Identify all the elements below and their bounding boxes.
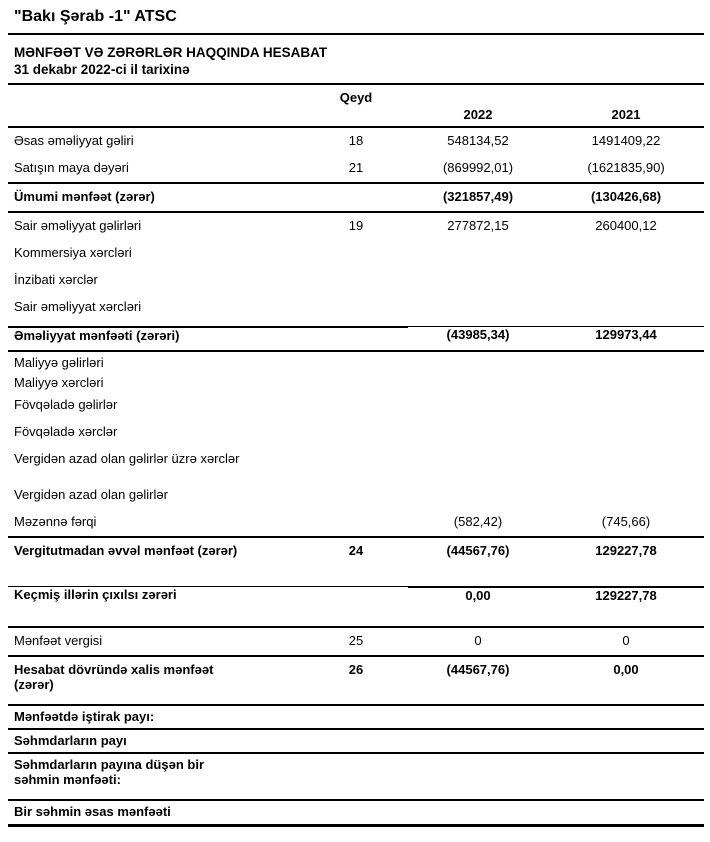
statement-table (8, 85, 704, 827)
year-2021-header: 2021 (611, 107, 641, 122)
value-2021 (548, 487, 704, 502)
note-cell: 19 (348, 218, 364, 233)
value-2022 (408, 804, 548, 819)
row-label: Ümumi mənfəət (zərər) (14, 189, 155, 204)
note-cell (304, 355, 408, 370)
table-row (8, 728, 704, 752)
table-row (8, 799, 704, 827)
table-row (8, 473, 704, 509)
note-cell (304, 451, 408, 466)
note-cell: 26 (348, 662, 364, 677)
value-2022: (44567,76) (446, 543, 510, 558)
value-2021: 260400,12 (595, 218, 657, 233)
table-row (8, 626, 704, 655)
row-label: Səhmdarların payına düşən bir səhmin mənfəəti: (14, 757, 204, 787)
value-2021 (548, 565, 704, 581)
table-row (8, 182, 704, 213)
row-label: Səhmdarların payı (14, 733, 127, 748)
table-row (8, 240, 704, 267)
note-cell: 18 (348, 133, 364, 148)
value-2021: 129227,78 (595, 543, 657, 558)
value-2022: 0 (474, 633, 482, 648)
value-2022 (408, 424, 548, 439)
table-row (8, 752, 704, 799)
table-row (8, 155, 704, 182)
value-2021 (548, 424, 704, 439)
table-row (8, 128, 704, 155)
value-2021 (548, 299, 704, 314)
value-2022 (408, 245, 548, 260)
note-cell (304, 397, 408, 412)
row-label: Hesabat dövründə xalis mənfəət (zərər) (14, 662, 214, 692)
value-2022: (582,42) (453, 514, 503, 529)
row-label: Satışın maya dəyəri (14, 160, 129, 175)
report-title-block (8, 35, 704, 85)
row-label: Məzənnə fərqi (14, 514, 97, 529)
value-2022: 548134,52 (447, 133, 509, 148)
note-cell (304, 245, 408, 260)
note-cell (304, 757, 408, 787)
row-label: Mənfəətdə iştirak payı: (14, 709, 155, 724)
row-label: Sair əməliyyat xərcləri (14, 299, 142, 314)
note-cell (304, 514, 408, 529)
value-2022 (408, 709, 548, 724)
value-2022 (408, 375, 548, 390)
table-row (8, 213, 704, 240)
value-2022 (408, 451, 548, 466)
value-2021 (548, 613, 704, 626)
note-cell (304, 586, 408, 603)
table-row (8, 509, 704, 536)
note-cell: 21 (348, 160, 364, 175)
table-row (8, 446, 704, 473)
income-statement-page (8, 0, 704, 827)
table-row (8, 655, 704, 704)
value-2022: (869992,01) (442, 160, 514, 175)
row-label: Sair əməliyyat gəlirləri (14, 218, 142, 233)
table-row (8, 392, 704, 419)
value-2021: (130426,68) (590, 189, 662, 204)
value-2022 (408, 565, 548, 581)
row-label: Mənfəət vergisi (14, 633, 103, 648)
table-row (8, 352, 704, 372)
company-name: "Bakı Şərab -1" ATSC (8, 0, 704, 35)
note-cell (304, 487, 408, 502)
note-cell (304, 709, 408, 724)
spacer-row (8, 613, 704, 626)
row-label (8, 613, 304, 626)
table-row (8, 294, 704, 321)
value-2021 (548, 757, 704, 787)
year-2022-header: 2022 (463, 107, 493, 122)
value-2022: 277872,15 (447, 218, 509, 233)
value-2022 (408, 272, 548, 287)
row-label: Kommersiya xərcləri (14, 245, 132, 260)
value-2022 (408, 733, 548, 748)
value-2021: 129973,44 (548, 326, 704, 343)
table-row (8, 321, 704, 352)
note-column-header: Qeyd (339, 90, 373, 105)
table-row (8, 536, 704, 565)
note-cell (304, 804, 408, 819)
note-cell (304, 565, 408, 581)
value-2022 (408, 613, 548, 626)
note-cell (304, 733, 408, 748)
value-2021: (1621835,90) (587, 160, 665, 175)
row-label (8, 565, 304, 581)
value-2022: 0,00 (408, 586, 548, 603)
note-cell: 25 (348, 633, 364, 648)
value-2022 (408, 355, 548, 370)
row-label: Fövqəladə xərclər (14, 424, 118, 439)
row-label: Maliyyə xərcləri (14, 375, 104, 390)
value-2022: (43985,34) (408, 326, 548, 343)
value-2021 (548, 451, 704, 466)
value-2021 (548, 397, 704, 412)
row-label: Fövqəladə gəlirlər (14, 397, 118, 412)
table-row (8, 704, 704, 728)
note-cell: 24 (348, 543, 364, 558)
value-2021 (548, 709, 704, 724)
row-label: İnzibati xərclər (14, 272, 98, 287)
value-2022 (408, 397, 548, 412)
row-label: Vergidən azad olan gəlirlər (14, 487, 168, 502)
value-2022 (408, 757, 548, 787)
note-cell (304, 272, 408, 287)
value-2021: 0 (622, 633, 630, 648)
note-cell (304, 189, 408, 204)
row-label: Maliyyə gəlirləri (14, 355, 104, 370)
value-2022 (408, 299, 548, 314)
value-2021: (745,66) (601, 514, 651, 529)
row-label: Vergitutmadan əvvəl mənfəət (zərər) (14, 543, 238, 558)
table-row (8, 581, 704, 613)
value-2022: (321857,49) (442, 189, 514, 204)
report-title: MƏNFƏƏT VƏ ZƏRƏRLƏR HAQQINDA HESABAT (14, 45, 328, 60)
value-2021 (548, 804, 704, 819)
spacer-row (8, 565, 704, 581)
table-header-years-row (8, 105, 704, 128)
value-2021 (548, 375, 704, 390)
note-cell (304, 424, 408, 439)
value-2022: (44567,76) (446, 662, 510, 677)
value-2021 (548, 272, 704, 287)
note-cell (304, 326, 408, 343)
row-label: Əməliyyat mənfəəti (zərəri) (8, 326, 304, 343)
value-2021 (548, 355, 704, 370)
table-row (8, 372, 704, 392)
table-header-note-row (8, 85, 704, 105)
value-2021: 129227,78 (548, 586, 704, 603)
value-2021 (548, 245, 704, 260)
table-body (8, 128, 704, 827)
table-row (8, 419, 704, 446)
value-2021 (548, 733, 704, 748)
note-cell (304, 375, 408, 390)
value-2021: 1491409,22 (591, 133, 661, 148)
row-label: Keçmiş illərin çıxılsı zərəri (8, 586, 304, 603)
value-2021: 0,00 (613, 662, 639, 677)
note-cell (304, 299, 408, 314)
report-date: 31 dekabr 2022-ci il tarixinə (14, 62, 190, 77)
row-label: Bir səhmin əsas mənfəəti (14, 804, 171, 819)
row-label: Əsas əməliyyat gəliri (14, 133, 134, 148)
row-label: Vergidən azad olan gəlirlər üzrə xərclər (14, 451, 240, 466)
value-2022 (408, 487, 548, 502)
note-cell (304, 613, 408, 626)
table-row (8, 267, 704, 294)
